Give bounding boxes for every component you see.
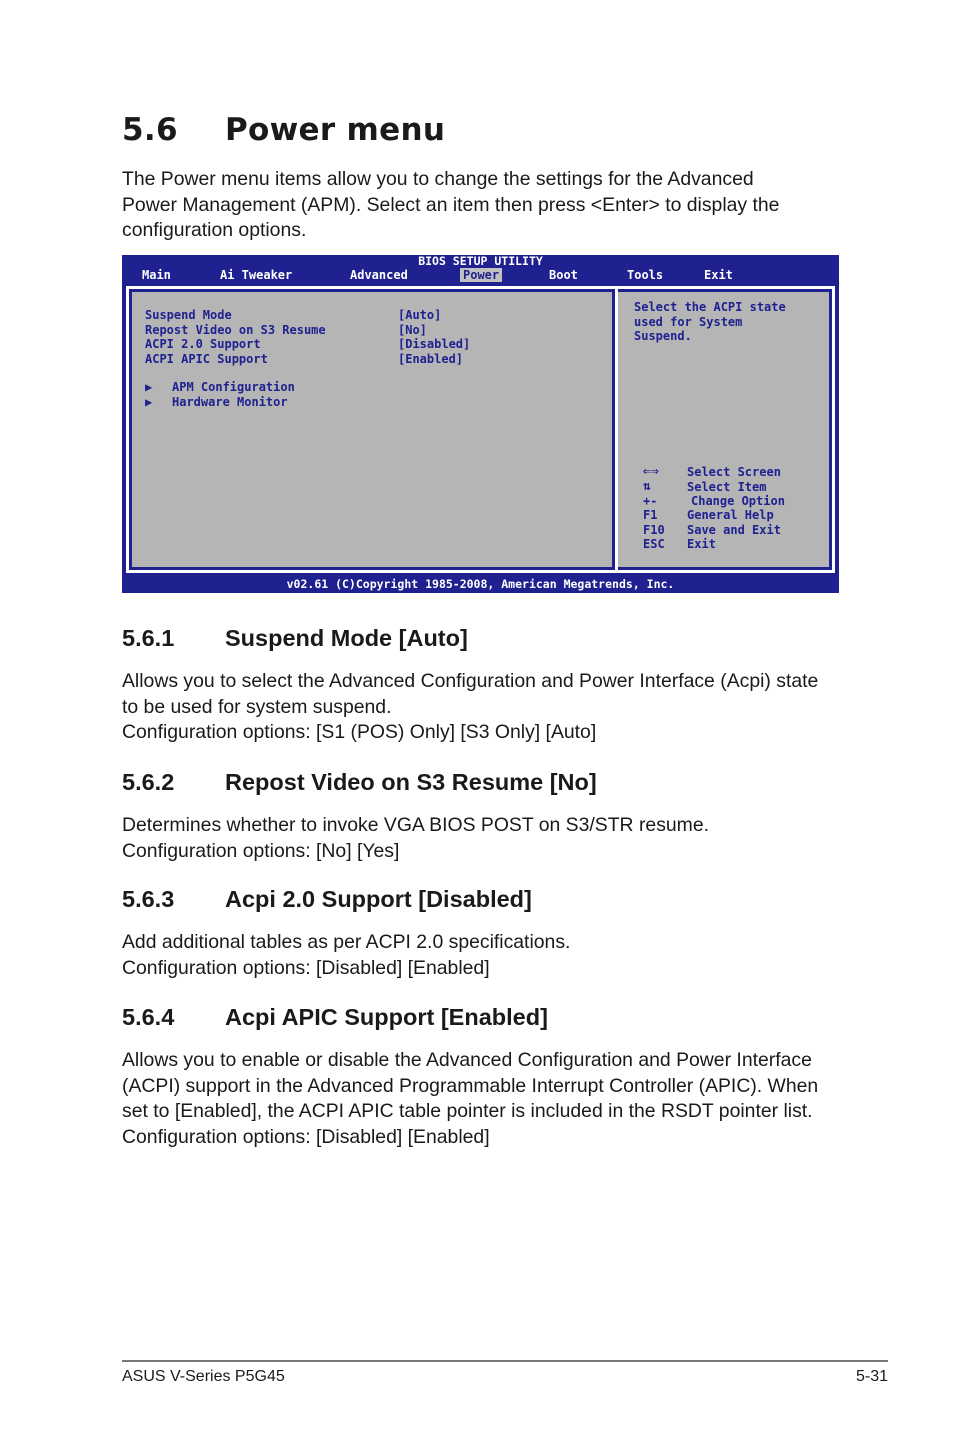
section-title: Repost Video on S3 Resume [No] (225, 769, 597, 795)
bios-submenu-hardware-monitor[interactable]: Hardware Monitor (172, 394, 288, 409)
bios-menu-main[interactable]: Main (142, 268, 171, 282)
intro-line: Power Management (APM). Select an item then press <Enter> to display the (122, 193, 780, 216)
intro-line: configuration options. (122, 219, 307, 242)
bios-menu-boot[interactable]: Boot (549, 268, 578, 282)
triangle-right-icon: ▶ (145, 394, 153, 409)
section-body (122, 1048, 818, 1150)
bios-submenu-apm-configuration[interactable]: APM Configuration (172, 380, 295, 394)
section-number: 5.6.3 (122, 886, 175, 912)
bios-menu-exit[interactable]: Exit (704, 268, 733, 282)
bios-setting-value[interactable]: [Disabled] (398, 337, 471, 351)
bios-menu-ai-tweaker[interactable]: Ai Tweaker (220, 268, 293, 282)
section-heading-acpi-2-support (122, 886, 532, 913)
bios-help-line: Select the ACPI state (634, 300, 786, 314)
intro-line: The Power menu items allow you to change the settings for the Advanced (122, 168, 754, 190)
up-down-arrow-icon: ⇅ (643, 478, 651, 494)
bios-setting-label[interactable]: Repost Video on S3 Resume (145, 322, 326, 337)
bios-key-label: +- (643, 493, 658, 508)
body-line: Configuration options: [Disabled] [Enabled] (122, 956, 490, 979)
bios-key-desc: Change Option (691, 493, 785, 508)
section-number: 5.6.4 (122, 1004, 175, 1030)
bios-help-line: used for System (634, 314, 743, 329)
bios-key-desc: Save and Exit (687, 522, 781, 537)
body-line: Configuration options: [Disabled] [Enabled] (122, 1125, 490, 1148)
bios-menu-tools[interactable]: Tools (627, 268, 664, 282)
bios-setting-value[interactable]: [No] (398, 322, 427, 337)
bios-menu-power[interactable]: Power (460, 268, 502, 282)
bios-setting-label[interactable]: Suspend Mode (145, 308, 232, 322)
bios-key-desc: Select Item (687, 479, 767, 494)
bios-key-label: ESC (643, 537, 665, 551)
body-line: Configuration options: [No] [Yes] (122, 839, 400, 862)
section-number: 5.6 (122, 112, 178, 148)
bios-key-desc: General Help (687, 508, 774, 522)
body-line: to be used for system suspend. (122, 695, 392, 718)
page-title (122, 112, 445, 148)
intro-paragraph (122, 167, 779, 244)
bios-setting-value[interactable]: [Auto] (398, 308, 442, 322)
section-title: Acpi 2.0 Support [Disabled] (225, 886, 532, 912)
section-heading-repost-video (122, 769, 597, 796)
body-line: Allows you to enable or disable the Advanced Configuration and Power Interface (122, 1049, 812, 1071)
footer-product-name: ASUS V-Series P5G45 (122, 1368, 285, 1385)
section-body (122, 669, 818, 746)
bios-setting-label[interactable]: ACPI 2.0 Support (145, 337, 261, 351)
section-body (122, 813, 709, 864)
section-body (122, 930, 570, 981)
bios-screen (122, 255, 839, 593)
bios-setting-value[interactable]: [Enabled] (398, 351, 464, 366)
section-title: Suspend Mode [Auto] (225, 625, 468, 651)
body-line: (ACPI) support in the Advanced Programmable Interrupt Controller (APIC). When (122, 1074, 819, 1097)
triangle-right-icon: ▶ (145, 380, 153, 394)
bios-help-pane (618, 292, 829, 567)
section-title: Acpi APIC Support [Enabled] (225, 1004, 548, 1030)
bios-key-label: F10 (643, 522, 665, 537)
footer-divider (122, 1360, 888, 1362)
bios-menu-advanced[interactable]: Advanced (350, 268, 408, 282)
bios-key-label: F1 (643, 508, 658, 522)
bios-key-desc: Select Screen (687, 465, 781, 479)
section-heading-suspend-mode (122, 625, 468, 652)
section-number: 5.6.1 (122, 625, 175, 651)
bios-key-desc: Exit (687, 537, 716, 551)
bios-help-line: Suspend. (634, 329, 692, 343)
body-line: Configuration options: [S1 (POS) Only] [S3 Only] [Auto] (122, 721, 597, 744)
bios-copyright: v02.61 (C)Copyright 1985-2008, American Megatrends, Inc. (286, 577, 675, 591)
left-right-arrow-icon: ⇐⇒ (643, 464, 659, 479)
page-number: 5-31 (855, 1368, 888, 1385)
bios-settings-pane (132, 292, 612, 567)
bios-panel-frame (126, 286, 835, 573)
section-number: 5.6.2 (122, 769, 175, 795)
bios-utility-title: BIOS SETUP UTILITY (418, 254, 543, 268)
bios-setting-label[interactable]: ACPI APIC Support (145, 351, 268, 366)
body-line: Add additional tables as per ACPI 2.0 specifications. (122, 931, 571, 953)
body-line: Determines whether to invoke VGA BIOS POST on S3/STR resume. (122, 814, 709, 836)
section-title: Power menu (225, 112, 446, 148)
section-heading-acpi-apic-support (122, 1004, 548, 1031)
body-line: Allows you to select the Advanced Configuration and Power Interface (Acpi) state (122, 670, 819, 692)
body-line: set to [Enabled], the ACPI APIC table pointer is included in the RSDT pointer list. (122, 1100, 813, 1123)
